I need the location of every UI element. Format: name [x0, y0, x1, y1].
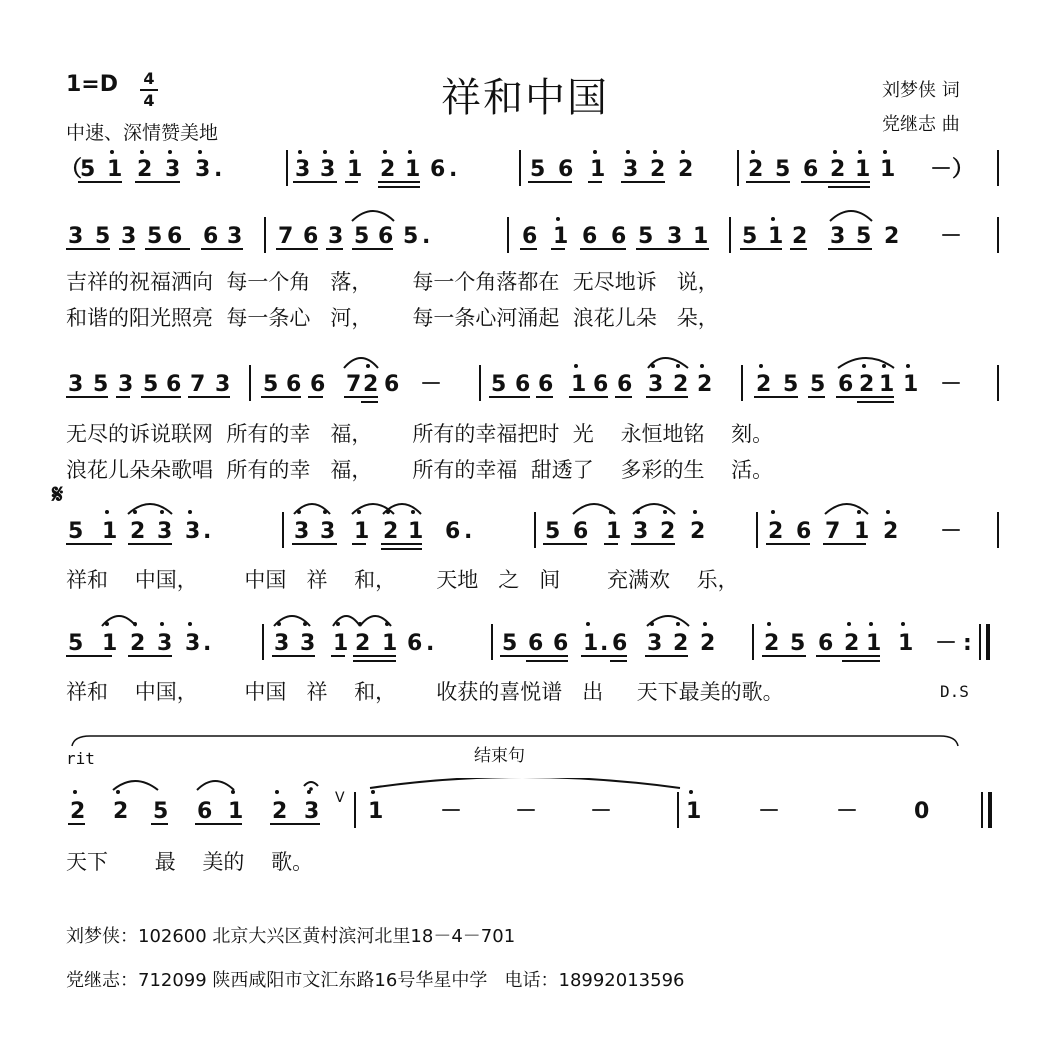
svg-text:6: 6	[528, 631, 544, 656]
svg-text:1: 1	[880, 157, 896, 182]
svg-text:1: 1	[854, 519, 870, 544]
svg-text:5: 5	[545, 519, 561, 544]
svg-text:1: 1	[866, 631, 882, 656]
svg-text:2: 2	[830, 157, 846, 182]
lyric-row6: 天下 最 美的 歌。	[66, 850, 314, 874]
svg-text:6: 6	[582, 224, 598, 249]
svg-text:2: 2	[884, 224, 900, 249]
svg-text:2: 2	[844, 631, 860, 656]
svg-text:6: 6	[612, 631, 628, 656]
svg-text:3: 3	[304, 799, 320, 824]
notation-row-1-svg	[0, 140, 1050, 200]
repeat-end-barline	[986, 624, 990, 660]
svg-text:1: 1	[102, 631, 118, 656]
svg-text:3: 3	[68, 372, 84, 397]
svg-text:3: 3	[165, 157, 181, 182]
svg-text:1: 1	[590, 157, 606, 182]
svg-text:6: 6	[197, 799, 213, 824]
svg-text:6: 6	[522, 224, 538, 249]
svg-text:2: 2	[673, 631, 689, 656]
svg-text:1: 1	[583, 631, 599, 656]
notation-row-3	[0, 350, 1050, 410]
svg-text:7: 7	[190, 372, 206, 397]
svg-text:2: 2	[383, 519, 399, 544]
svg-text:7: 7	[278, 224, 294, 249]
svg-text:6: 6	[538, 372, 554, 397]
lyric-row3-verse2: 浪花儿朵朵歌唱 所有的幸 福， 所有的幸福 甜透了 多彩的生 活。	[66, 458, 774, 482]
svg-text:2: 2	[764, 631, 780, 656]
svg-text:（: （	[60, 157, 83, 182]
svg-text:2: 2	[859, 372, 875, 397]
svg-text:－: －	[420, 372, 443, 397]
svg-text:1: 1	[768, 224, 784, 249]
svg-text:1: 1	[382, 631, 398, 656]
svg-text:－: －	[940, 224, 963, 249]
notation-row-3-svg	[0, 350, 1050, 410]
svg-text:1: 1	[333, 631, 349, 656]
lyricist-credit: 刘梦侠 词	[882, 80, 960, 101]
svg-text:3: 3	[320, 519, 336, 544]
svg-text:3: 3	[647, 631, 663, 656]
svg-text:2: 2	[130, 631, 146, 656]
lyricist-address: 刘梦侠：102600 北京大兴区黄村滨河北里18－4－701	[66, 926, 516, 947]
svg-text:3: 3	[623, 157, 639, 182]
svg-text:2: 2	[768, 519, 784, 544]
svg-text:5: 5	[775, 157, 791, 182]
svg-text:5: 5	[93, 372, 109, 397]
svg-text:3: 3	[121, 224, 137, 249]
svg-text:6: 6	[310, 372, 326, 397]
svg-text:2: 2	[380, 157, 396, 182]
svg-text:5: 5	[810, 372, 826, 397]
svg-text:6: 6	[166, 372, 182, 397]
svg-text:.: .	[214, 157, 223, 182]
svg-text:7: 7	[346, 372, 362, 397]
svg-text:－: －	[440, 799, 463, 824]
svg-text:1: 1	[879, 372, 895, 397]
svg-text:3: 3	[294, 519, 310, 544]
lyric-row3-verse1: 无尽的诉说联网 所有的幸 福， 所有的幸福把时 光 永恒地铭 刻。	[66, 422, 774, 446]
svg-text:5: 5	[530, 157, 546, 182]
svg-text:3: 3	[118, 372, 134, 397]
svg-text:－: －	[836, 799, 859, 824]
svg-text:6: 6	[407, 631, 423, 656]
svg-text:2: 2	[113, 799, 129, 824]
svg-text:5: 5	[147, 224, 163, 249]
svg-text:1: 1	[855, 157, 871, 182]
tempo-marking: 中速、深情赞美地	[66, 122, 219, 144]
svg-text:6: 6	[553, 631, 569, 656]
svg-text:5: 5	[502, 631, 518, 656]
svg-text:－: －	[935, 631, 958, 656]
svg-text:－: －	[590, 799, 613, 824]
svg-text:5: 5	[638, 224, 654, 249]
segno-sign: 𝄋	[52, 480, 64, 510]
svg-text:3: 3	[648, 372, 664, 397]
svg-text:2: 2	[748, 157, 764, 182]
composer-credit: 党继志 曲	[882, 114, 960, 135]
svg-text:6: 6	[303, 224, 319, 249]
notation-row-4	[0, 498, 1050, 558]
notation-row-2-svg	[0, 205, 1050, 265]
svg-text:－: －	[940, 372, 963, 397]
ending-label: 结束句	[474, 746, 525, 766]
svg-text:.: .	[600, 631, 609, 656]
notation-row-5	[0, 608, 1050, 668]
composer-address: 党继志：712099 陕西咸阳市文汇东路16号华星中学 电话：18992013596	[66, 970, 685, 991]
svg-text:6: 6	[384, 372, 400, 397]
svg-text:2: 2	[650, 157, 666, 182]
svg-text:5: 5	[742, 224, 758, 249]
svg-text:3: 3	[195, 157, 211, 182]
svg-text:3: 3	[157, 519, 173, 544]
svg-text:1: 1	[898, 631, 914, 656]
svg-text:5: 5	[68, 519, 84, 544]
svg-text:6: 6	[167, 224, 183, 249]
svg-text:6: 6	[593, 372, 609, 397]
lyric-row4: 祥和 中国， 中国 祥 和， 天地 之 间 充满欢 乐，	[66, 568, 739, 592]
svg-text:3: 3	[227, 224, 243, 249]
notation-row-6	[0, 778, 1050, 838]
svg-text:2: 2	[690, 519, 706, 544]
svg-text:5: 5	[783, 372, 799, 397]
notation-row-1	[0, 140, 1050, 200]
svg-text:－: －	[758, 799, 781, 824]
svg-text:3: 3	[185, 631, 201, 656]
svg-text:6: 6	[617, 372, 633, 397]
svg-text:6: 6	[203, 224, 219, 249]
svg-text:0: 0	[914, 799, 930, 824]
svg-text:3: 3	[300, 631, 316, 656]
rit-marking: rit	[66, 749, 95, 768]
svg-text:6: 6	[838, 372, 854, 397]
svg-text:3: 3	[667, 224, 683, 249]
svg-text:3: 3	[295, 157, 311, 182]
song-title: 祥和中国	[441, 75, 609, 121]
svg-text:5: 5	[153, 799, 169, 824]
notation-row-4-svg	[0, 498, 1050, 558]
svg-text:1: 1	[553, 224, 569, 249]
svg-text:.: .	[426, 631, 435, 656]
svg-text:5: 5	[790, 631, 806, 656]
svg-text:1: 1	[368, 799, 384, 824]
svg-text:2: 2	[70, 799, 86, 824]
svg-text:1: 1	[408, 519, 424, 544]
lyric-row5: 祥和 中国， 中国 祥 和， 收获的喜悦谱 出 天下最美的歌。	[66, 680, 784, 704]
svg-text:1: 1	[903, 372, 919, 397]
svg-text:5: 5	[263, 372, 279, 397]
svg-text:1: 1	[102, 519, 118, 544]
svg-text:－）: －）	[930, 157, 975, 182]
svg-text:1: 1	[571, 372, 587, 397]
svg-text:2: 2	[883, 519, 899, 544]
breath-mark: V	[335, 790, 345, 806]
svg-text:6: 6	[430, 157, 446, 182]
svg-text:5: 5	[68, 631, 84, 656]
lyric-row2-verse1: 吉祥的祝福洒向 每一个角 落， 每一个角落都在 无尽地诉 说，	[66, 270, 719, 294]
svg-text:6: 6	[378, 224, 394, 249]
key-signature: 1=D	[66, 72, 119, 97]
svg-text:1: 1	[693, 224, 709, 249]
svg-text:5: 5	[143, 372, 159, 397]
svg-text:1: 1	[606, 519, 622, 544]
svg-text:3: 3	[320, 157, 336, 182]
svg-text:2: 2	[756, 372, 772, 397]
svg-text:1: 1	[107, 157, 123, 182]
svg-text:6: 6	[515, 372, 531, 397]
svg-text:3: 3	[157, 631, 173, 656]
svg-text:－: －	[940, 519, 963, 544]
svg-text::: :	[963, 631, 972, 656]
svg-text:.: .	[449, 157, 458, 182]
svg-text:1: 1	[228, 799, 244, 824]
svg-text:.: .	[203, 631, 212, 656]
svg-text:3: 3	[328, 224, 344, 249]
svg-text:2: 2	[673, 372, 689, 397]
svg-text:.: .	[422, 224, 431, 249]
svg-text:6: 6	[611, 224, 627, 249]
notation-row-2	[0, 205, 1050, 265]
svg-text:6: 6	[558, 157, 574, 182]
svg-text:.: .	[464, 519, 473, 544]
svg-text:6: 6	[445, 519, 461, 544]
svg-text:3: 3	[633, 519, 649, 544]
ending-bracket	[0, 728, 1050, 758]
svg-text:5: 5	[491, 372, 507, 397]
notation-row-6-svg	[0, 778, 1050, 838]
ds-marking: D.S	[940, 682, 969, 701]
svg-text:2: 2	[272, 799, 288, 824]
svg-text:2: 2	[660, 519, 676, 544]
lyric-row2-verse2: 和谐的阳光照亮 每一条心 河， 每一条心河涌起 浪花儿朵 朵，	[66, 306, 719, 330]
svg-text:3: 3	[215, 372, 231, 397]
svg-text:1: 1	[686, 799, 702, 824]
notation-row-5-svg	[0, 608, 1050, 668]
time-sig-top: 4	[143, 69, 155, 88]
svg-text:7: 7	[825, 519, 841, 544]
svg-text:2: 2	[700, 631, 716, 656]
svg-text:5: 5	[856, 224, 872, 249]
svg-text:2: 2	[363, 372, 379, 397]
svg-text:1: 1	[347, 157, 363, 182]
svg-text:6: 6	[803, 157, 819, 182]
svg-text:3: 3	[185, 519, 201, 544]
svg-text:5: 5	[354, 224, 370, 249]
svg-text:5: 5	[95, 224, 111, 249]
svg-text:6: 6	[796, 519, 812, 544]
svg-text:3: 3	[830, 224, 846, 249]
svg-text:－: －	[515, 799, 538, 824]
svg-text:2: 2	[137, 157, 153, 182]
time-sig-bottom: 4	[143, 91, 155, 110]
svg-text:6: 6	[818, 631, 834, 656]
svg-text:1: 1	[354, 519, 370, 544]
final-barline	[988, 792, 992, 828]
svg-text:2: 2	[697, 372, 713, 397]
svg-text:6: 6	[573, 519, 589, 544]
svg-text:2: 2	[130, 519, 146, 544]
svg-text:1: 1	[405, 157, 421, 182]
svg-text:5: 5	[80, 157, 96, 182]
svg-text:3: 3	[274, 631, 290, 656]
time-signature	[140, 70, 158, 110]
svg-text:.: .	[203, 519, 212, 544]
svg-text:3: 3	[68, 224, 84, 249]
svg-text:2: 2	[355, 631, 371, 656]
svg-text:5: 5	[403, 224, 419, 249]
svg-text:2: 2	[678, 157, 694, 182]
svg-text:6: 6	[286, 372, 302, 397]
svg-text:2: 2	[792, 224, 808, 249]
